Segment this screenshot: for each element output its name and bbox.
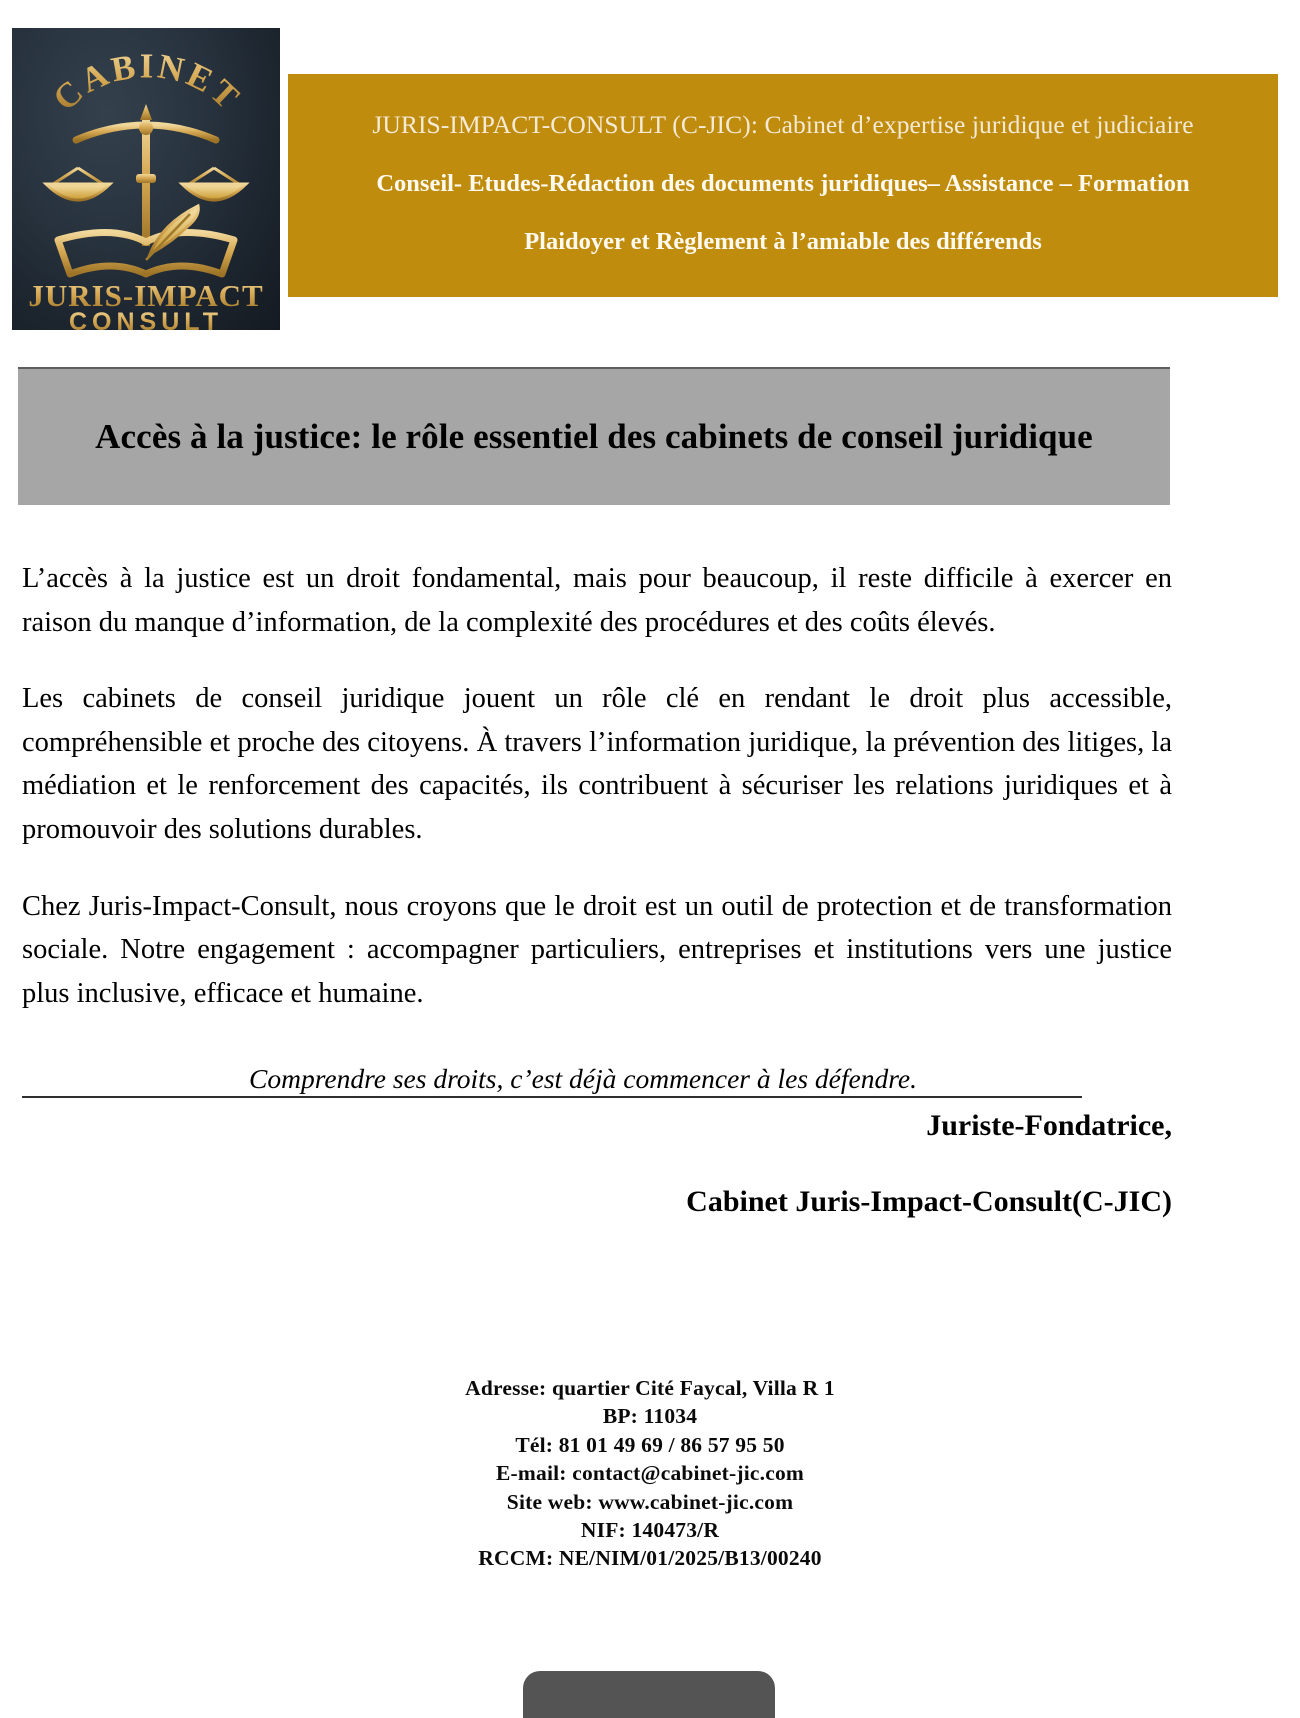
- company-logo: [12, 28, 280, 330]
- footer-phone: Tél: 81 01 49 69 / 86 57 95 50: [515, 1432, 785, 1457]
- banner-line-2: Conseil- Etudes-Rédaction des documents juridiques– Assistance – Formation: [376, 169, 1190, 197]
- paragraph-3: Chez Juris-Impact-Consult, nous croyons que le droit est un outil de protection et de transformation sociale. Notre engagement : accompagner particuliers, entreprises et institutions vers une justice plus inclusive, efficace et humaine.: [22, 890, 1172, 1009]
- signature-role: Juriste-Fondatrice,: [926, 1109, 1172, 1142]
- signature-block: [22, 1108, 1174, 1220]
- article-body: [22, 557, 1172, 1095]
- document-header: [0, 0, 1300, 332]
- redaction-overlay: [523, 1671, 775, 1718]
- footer-email: E-mail: contact@cabinet-jic.com: [496, 1461, 804, 1486]
- svg-text:CONSULT: CONSULT: [69, 308, 223, 330]
- footer-address: Adresse: quartier Cité Faycal, Villa R 1: [465, 1376, 835, 1400]
- footer-rccm: RCCM: NE/NIM/01/2025/B13/00240: [478, 1546, 822, 1571]
- banner-line-1: JURIS-IMPACT-CONSULT (C-JIC): Cabinet d’expertise juridique et judiciaire: [372, 109, 1194, 139]
- logo-emblem-icon: [12, 28, 280, 330]
- footer-nif: NIF: 140473/R: [580, 1517, 720, 1542]
- signature-divider: [22, 1096, 1082, 1098]
- header-gold-banner: [288, 74, 1278, 297]
- tagline: Comprendre ses droits, c’est déjà commencer à les défendre.: [249, 1063, 917, 1095]
- article-title-banner: [18, 367, 1170, 505]
- signature-organization: Cabinet Juris-Impact-Consult(C-JIC): [686, 1185, 1172, 1218]
- banner-line-3: Plaidoyer et Règlement à l’amiable des différends: [524, 227, 1042, 255]
- paragraph-2: Les cabinets de conseil juridique jouent un rôle clé en rendant le droit plus accessible, compréhensible et proche des citoyens. À travers l’information juridique, la prévention des litiges, la médiation et le renforcement des capacités, ils contribuent à sécuriser les relations juridiques et à promouvoir des solutions durables.: [22, 683, 1172, 845]
- paragraph-1: L’accès à la justice est un droit fondamental, mais pour beaucoup, il reste difficile à exercer en raison du manque d’information, de la complexité des procédures et des coûts élevés.: [22, 563, 1172, 638]
- footer-po-box: BP: 11034: [602, 1404, 698, 1429]
- document-footer: [0, 1374, 1300, 1573]
- page-title: Accès à la justice: le rôle essentiel des cabinets de conseil juridique: [95, 417, 1093, 457]
- svg-text:CABINET: CABINET: [45, 46, 249, 119]
- footer-website: Site web: www.cabinet-jic.com: [506, 1489, 794, 1514]
- svg-text:JURIS-IMPACT: JURIS-IMPACT: [28, 278, 264, 313]
